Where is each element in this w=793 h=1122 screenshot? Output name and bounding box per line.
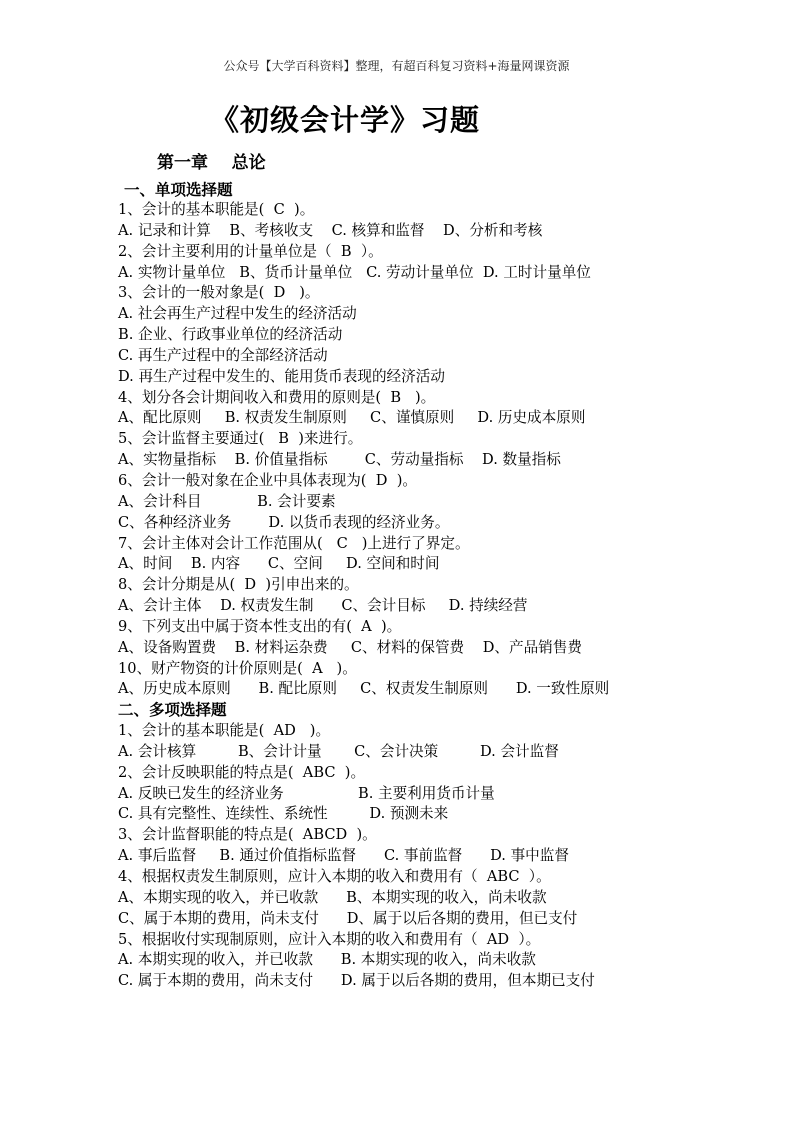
answer-options-line: A. 事后监督 B. 通过价值指标监督 C. 事前监督 D. 事中监督 [118,847,569,865]
question-line: 1、会计的基本职能是( C )。 [118,201,315,218]
answer-options-line: D. 再生产过程中发生的、能用货币表现的经济活动 [118,367,445,385]
answer-options-line: C. 再生产过程中的全部经济活动 [118,346,328,364]
question-list [118,200,718,992]
question-line: 3、会计的一般对象是( D )。 [118,284,320,302]
header-note: 公众号【大学百科资料】整理，有超百科复习资料+海量网课资源 [223,59,570,73]
answer-options-line: B. 企业、行政事业单位的经济活动 [118,326,343,344]
answer-options-line: C、各种经济业务 D. 以货币表现的经济业务。 [118,513,450,531]
answer-options-line: A. 实物计量单位 B、货币计量单位 C. 劳动计量单位 D. 工时计量单位 [118,263,591,281]
answer-options-line: A、时间 B. 内容 C、空间 D. 空间和时间 [118,555,440,573]
question-line: 2、会计主要利用的计量单位是（ B ）。 [118,242,383,260]
question-line: 5、会计监督主要通过( B )来进行。 [118,430,363,448]
question-line: 1、会计的基本职能是( AD )。 [118,722,331,740]
section-heading-single-choice: 一、单项选择题 [124,181,233,199]
answer-options-line: A. 社会再生产过程中发生的经济活动 [118,305,357,323]
question-line: 4、根据权责发生制原则，应计入本期的收入和费用有（ ABC ）。 [118,868,551,885]
answer-options-line: C. 具有完整性、连续性、系统性 D. 预测未来 [118,805,449,823]
answer-options-line: A. 本期实现的收入，并已收款 B. 本期实现的收入，尚未收款 [118,951,536,969]
answer-options-line: A. 反映已发生的经济业务 B. 主要利用货币计量 [118,784,495,802]
question-line: 4、划分各会计期间收入和费用的原则是( B )。 [118,388,436,406]
answer-options-line: A、历史成本原则 B. 配比原则 C、权责发生制原则 D. 一致性原则 [118,680,610,698]
question-line: 9、下列支出中属于资本性支出的有( A )。 [118,617,402,635]
chapter-heading: 第一章 总论 [157,153,266,173]
answer-options-line: A、会计科目 B. 会计要素 [118,492,336,510]
question-line: 7、会计主体对会计工作范围从( C )上进行了界定。 [118,534,470,552]
question-line: 10、财产物资的计价原则是( A )。 [118,659,357,677]
answer-options-line: A、会计主体 D. 权责发生制 C、会计目标 D. 持续经营 [118,597,528,615]
question-line: 2、会计反映职能的特点是( ABC )。 [118,763,366,781]
answer-options-line: A. 记录和计算 B、考核收支 C. 核算和监督 D、分析和考核 [118,221,543,239]
document-title: 《初级会计学》习题 [210,103,481,137]
question-line: 6、会计一般对象在企业中具体表现为( D )。 [118,471,418,489]
answer-options-line: A、设备购置费 B. 材料运杂费 C、材料的保管费 D、产品销售费 [118,638,582,656]
answer-options-line: A、本期实现的收入，并已收款 B、本期实现的收入，尚未收款 [118,888,547,906]
question-line: 3、会计监督职能的特点是( ABCD )。 [118,826,377,844]
question-line: 8、会计分期是从( D )引申出来的。 [118,576,359,594]
question-line: 5、根据收付实现制原则，应计入本期的收入和费用有（ AD ）。 [118,930,541,948]
answer-options-line: A、实物量指标 B. 价值量指标 C、劳动量指标 D. 数量指标 [118,451,561,469]
answer-options-line: A. 会计核算 B、会计计量 C、会计决策 D. 会计监督 [118,742,559,760]
answer-options-line: C、属于本期的费用，尚未支付 D、属于以后各期的费用，但已支付 [118,909,578,927]
section-heading: 二、多项选择题 [118,701,227,720]
answer-options-line: A、配比原则 B. 权责发生制原则 C、谨慎原则 D. 历史成本原则 [118,409,586,427]
answer-options-line: C. 属于本期的费用，尚未支付 D. 属于以后各期的费用，但本期已支付 [118,972,595,990]
